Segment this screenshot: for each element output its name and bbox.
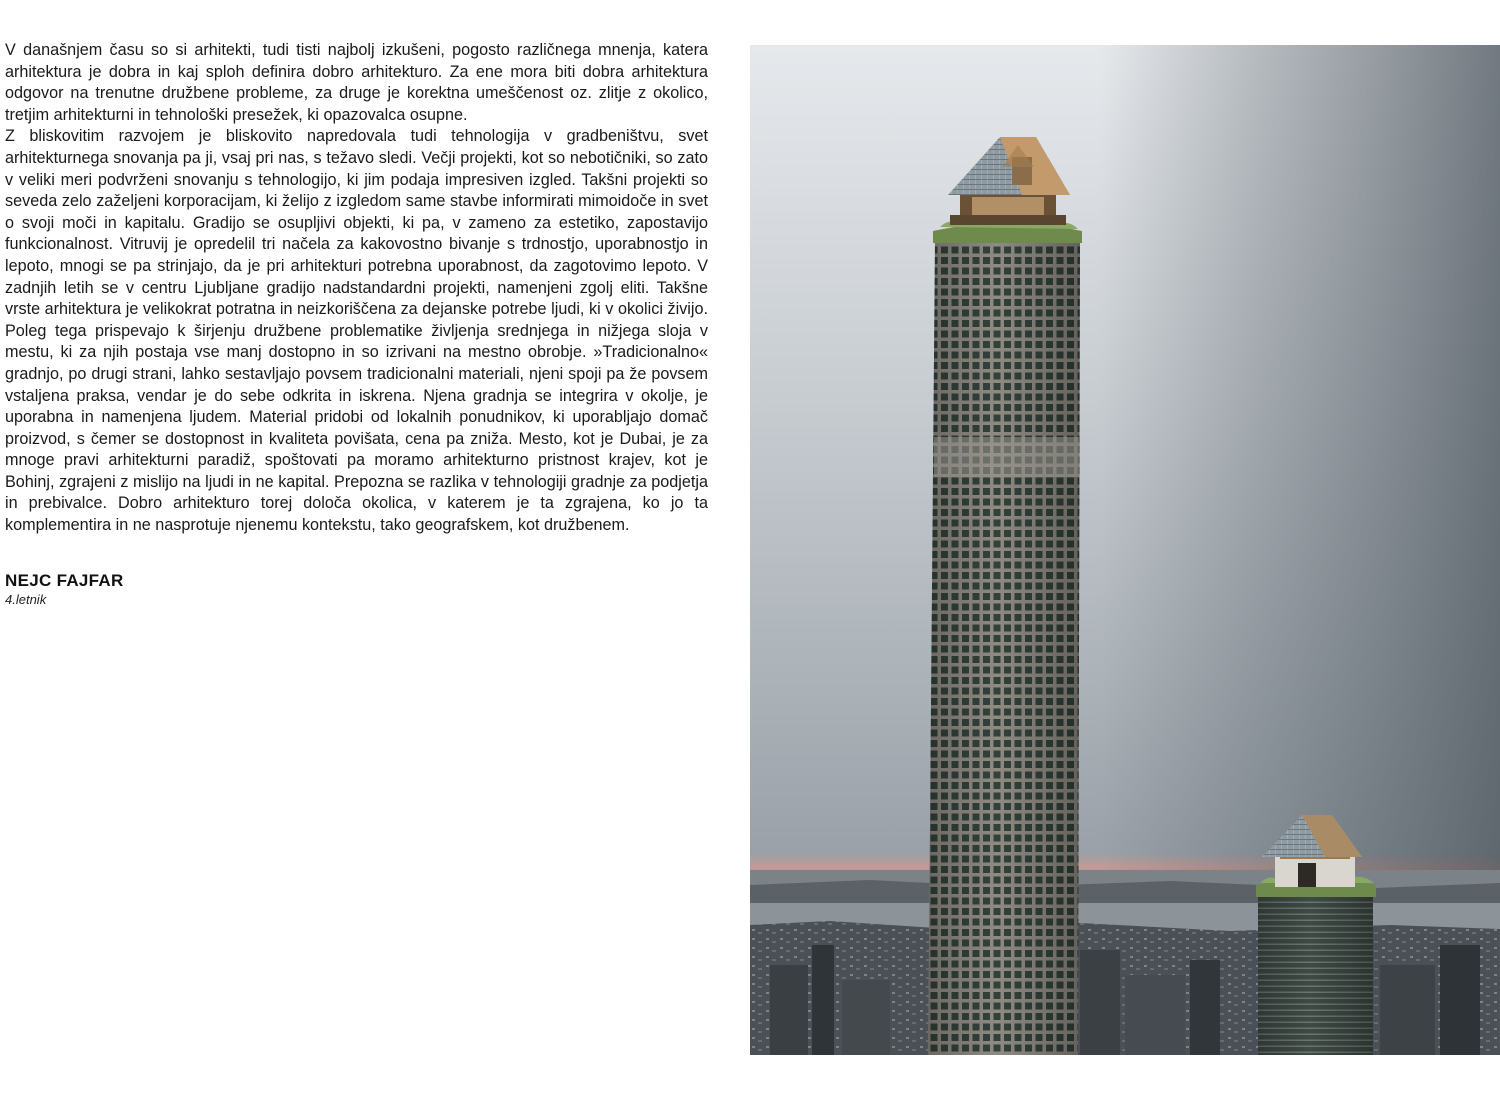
main-tower [928,137,1082,1055]
article-column [5,40,708,608]
author-block [5,571,708,608]
paragraph-main: Z bliskovitim razvojem je bliskovito napredovala tudi tehnologija v gradbeništvu, svet arhitekturnega snovanja pa ji, vsaj pri nas, s težavo sledi. Večji projekti, kot so nebotičniki, so zato v veliki meri podvrženi snovanju s tehnologijo, ki jim podaja impresiven izgled. Takšni projekti so seveda zelo zaželjeni korporacijam, ki želijo z izgledom same stavbe informirati mimoidoče in svet o svoji moči in kapitalu. Gradijo se osupljivi objekti, ki pa, v zameno za estetiko, zapostavijo funkcionalnost. Vitruvij je opredelil tri načela za kakovostno bivanje s trdnostjo, uporabnostjo in lepoto, mnogi se pa strinjajo, da je pri arhitekturi potrebna uporabnost, da zagotovimo lepoto. V zadnjih letih se v centru Ljubljane gradijo nadstandardni projekti, namenjeni zgolj eliti. Takšne vrste arhitektura je velikokrat potratna in neizkoriščena za dejanske potrebe ljudi, ki v okolici živijo. Poleg tega prispevajo k širjenju družbene problematike življenja srednjega in nižjega sloja v mestu, ki za njih postaja vse manj dostopno in so izrivani na mestno obrobje. »Tradicionalno« gradnjo, po drugi strani, lahko sestavljajo povsem tradicionalni materiali, njeni spoji pa že povsem vstaljena praksa, vendar je do sebe odkrita in iskrena. Njena gradnja se integrira v okolje, je uporabna in namenjena ljudem. Material pridobi od lokalnih ponudnikov, ki uporabljajo domač proizvod, s čemer se dostopnost in kvaliteta povišata, cena pa zniža. Mesto, kot je Dubai, je za mnoge pravi arhitekturni paradiž, spoštovati pa moramo arhitekturno pristnost krajev, kot je Bohinj, zgrajeni z mislijo na ljudi in ne kapital. Prepozna se razlika v tehnologiji gradnje za podjetja in prebivalce. Dobro arhitekturo torej določa okolica, v katerem je ta zgrajena, ko jo ta komplementira in ne nasprotuje njenemu kontekstu, tako geografskem, kot družbenem. [5,127,708,535]
author-name: NEJC FAJFAR [5,570,124,590]
skyscraper-collage-image [750,45,1500,1055]
author-year: 4.letnik [5,591,47,607]
paragraph-intro: V današnjem času so si arhitekti, tudi tisti najbolj izkušeni, pogosto različnega mnenja, katera arhitektura je dobra in kaj sploh definira dobro arhitekturo. Za ene mora biti dobra arhitektura odgovor na trenutne družbene probleme, za druge je korektna umeščenost oz. zlitje z okolico, tretjim arhitekturni in tehnološki presežek, ki opazovalca osupne. [5,41,708,124]
article-body [5,40,708,537]
